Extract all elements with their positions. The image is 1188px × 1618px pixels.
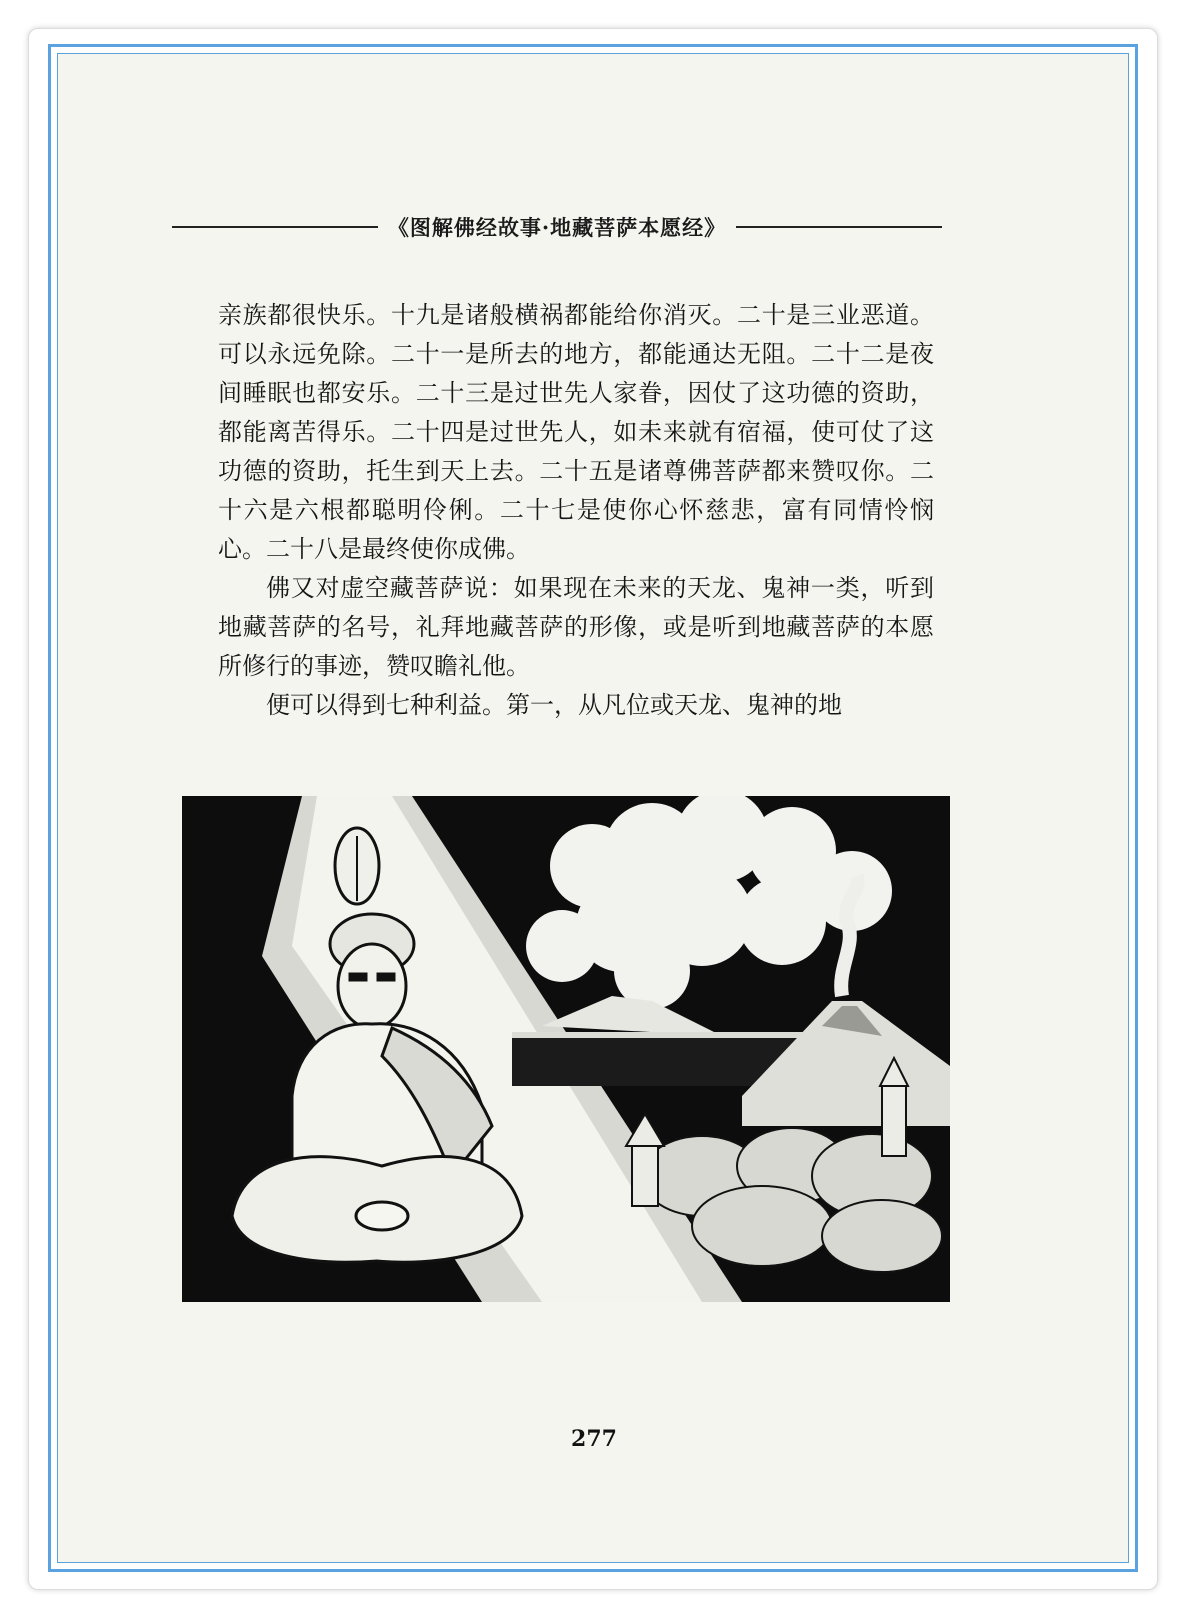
paragraph-1: 亲族都很快乐。十九是诸般横祸都能给你消灭。二十是三业恶道。可以永远免除。二十一是所去的地方，都能通达无阻。二十二是夜间睡眠也都安乐。二十三是过世先人家眷，因仗了这功德的资助，都能离苦得乐。二十四是过世先人，如未来就有宿福，使可仗了这功德的资助，托生到天上去。二十五是诸尊佛菩萨都来赞叹你。二十六是六根都聪明伶俐。二十七是使你心怀慈悲，富有同情怜悯心。二十八是最终使你成佛。 <box>218 301 934 563</box>
paragraph-3: 便可以得到七种利益。第一，从凡位或天龙、鬼神的地 <box>266 691 842 719</box>
running-header <box>172 210 942 244</box>
header-rule-left <box>172 226 378 228</box>
book-title: 《图解佛经故事·地藏菩萨本愿经》 <box>387 215 727 240</box>
woodcut-illustration <box>182 796 950 1302</box>
paragraph-2: 佛又对虚空藏菩萨说：如果现在未来的天龙、鬼神一类，听到地藏菩萨的名号，礼拜地藏菩萨的形像，或是听到地藏菩萨的本愿所修行的事迹，赞叹瞻礼他。 <box>218 574 934 680</box>
header-rule-right <box>736 226 942 228</box>
body-text <box>218 296 934 725</box>
page-number: 277 <box>571 1426 617 1452</box>
